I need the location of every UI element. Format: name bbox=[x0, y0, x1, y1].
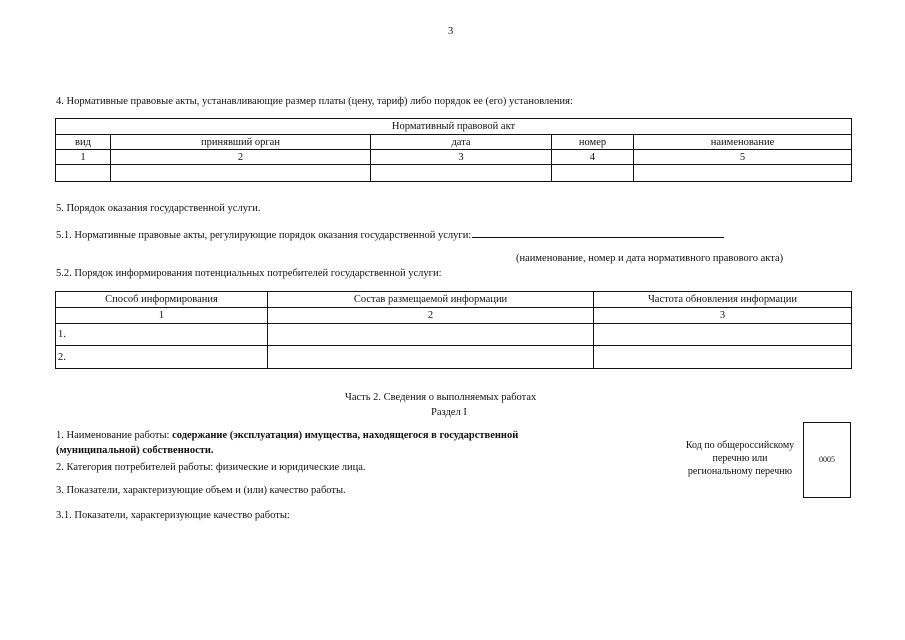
header-method: Способ информирования bbox=[56, 292, 268, 308]
code-box bbox=[803, 422, 851, 498]
header-date: дата bbox=[371, 135, 552, 150]
header-content: Состав размещаемой информации bbox=[268, 292, 594, 308]
table-cell bbox=[634, 165, 852, 182]
code-label-line: региональному перечню bbox=[687, 466, 793, 477]
work-name-prefix: 1. Наименование работы: bbox=[56, 430, 173, 441]
header-name: наименование bbox=[634, 135, 852, 150]
indicators-heading: 3. Показатели, характеризующие объем и (или) качество работы. bbox=[56, 485, 346, 496]
code-label bbox=[678, 439, 802, 478]
part-2-title: Часть 2. Сведения о выполняемых работах bbox=[345, 392, 537, 403]
code-value: 0005 bbox=[819, 455, 835, 464]
row-label: 2. bbox=[56, 346, 268, 369]
col-num: 3 bbox=[371, 150, 552, 165]
header-vid: вид bbox=[56, 135, 111, 150]
page-number: 3 bbox=[448, 26, 454, 37]
header-organ: принявший орган bbox=[111, 135, 371, 150]
table-cell bbox=[594, 346, 852, 369]
row-label: 1. bbox=[56, 324, 268, 346]
section-4-heading: 4. Нормативные правовые акты, устанавливающие размер платы (цену, тариф) либо порядок ее (его) установления: bbox=[56, 96, 573, 107]
fill-line bbox=[472, 227, 724, 238]
section-title: Раздел I bbox=[431, 407, 467, 418]
table-cell bbox=[268, 324, 594, 346]
section-5-2: 5.2. Порядок информирования потенциальных потребителей государственной услуги: bbox=[56, 268, 442, 279]
col-num: 4 bbox=[552, 150, 634, 165]
work-name-value: содержание (эксплуатация) имущества, находящегося в государственной bbox=[172, 430, 519, 441]
section-5-1-caption: (наименование, номер и дата нормативного правового акта) bbox=[516, 253, 784, 264]
table-cell bbox=[552, 165, 634, 182]
section-5-1 bbox=[56, 227, 724, 241]
code-label-line: Код по общероссийскому bbox=[685, 440, 795, 451]
table-cell bbox=[111, 165, 371, 182]
col-num: 3 bbox=[594, 308, 852, 324]
table-cell bbox=[594, 324, 852, 346]
header-number: номер bbox=[552, 135, 634, 150]
col-num: 2 bbox=[111, 150, 371, 165]
col-num: 1 bbox=[56, 308, 268, 324]
table-cell bbox=[371, 165, 552, 182]
informing-table bbox=[55, 291, 852, 369]
consumer-category: 2. Категория потребителей работы: физические и юридические лица. bbox=[56, 462, 366, 473]
section-5-heading: 5. Порядок оказания государственной услуги. bbox=[56, 203, 261, 214]
table-cell bbox=[56, 165, 111, 182]
section-5-1-text: 5.1. Нормативные правовые акты, регулирующие порядок оказания государственной услуги: bbox=[56, 230, 472, 241]
quality-indicators-heading: 3.1. Показатели, характеризующие качество работы: bbox=[56, 510, 290, 521]
col-num: 1 bbox=[56, 150, 111, 165]
work-name-value-line2: (муниципальной) собственности. bbox=[56, 445, 214, 456]
normative-acts-table bbox=[55, 118, 852, 182]
code-label-line: перечню или bbox=[712, 453, 768, 464]
col-num: 5 bbox=[634, 150, 852, 165]
table-cell bbox=[268, 346, 594, 369]
col-num: 2 bbox=[268, 308, 594, 324]
table-title: Нормативный правовой акт bbox=[56, 119, 852, 135]
header-frequency: Частота обновления информации bbox=[594, 292, 852, 308]
work-name bbox=[56, 430, 518, 441]
